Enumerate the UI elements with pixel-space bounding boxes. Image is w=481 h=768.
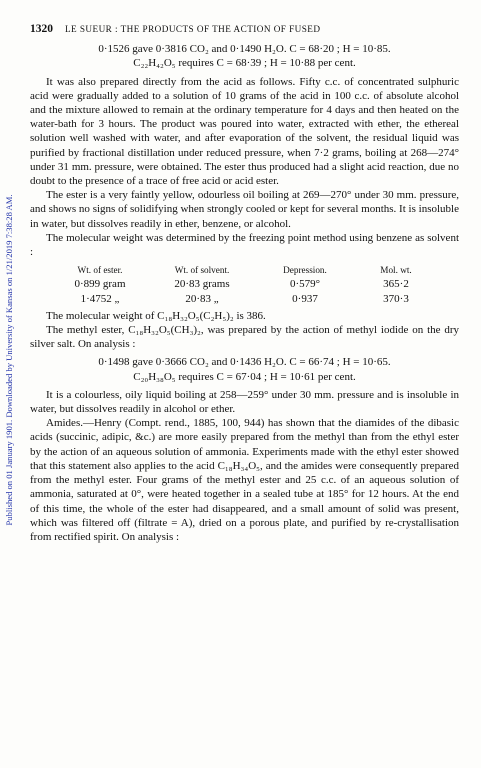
table-cell: 20·83 „ (185, 292, 219, 305)
table-row (50, 292, 459, 306)
paragraph: The methyl ester, C₁₈H₃₂O₅(CH₃)₂, was prepared by the action of methyl iodide on the dry silver salt. On analysis : (30, 324, 459, 351)
table-cell: 1·4752 „ (80, 292, 120, 305)
analysis-line: 0·1526 gave 0·3816 CO₂ and 0·1490 H₂O. C = 68·20 ; H = 10·85. (98, 43, 391, 56)
formula-requirement: C₂₂H₄₂O₅ requires C = 68·39 ; H = 10·88 per cent. (133, 57, 356, 70)
paragraph: The ester is a very faintly yellow, odourless oil boiling at 269—270° under 30 mm. pressure, and shows no signs of solidifying when strongly cooled or kept for several months. It is insoluble in water, but dissolves readily in ether, benzene, or alcohol. (30, 189, 459, 230)
table-cell: 0·899 gram (74, 278, 126, 291)
table-cell: 0·579° (289, 278, 321, 291)
table-header: Depression. (283, 265, 327, 276)
download-watermark (2, 80, 16, 640)
table-header-row (50, 263, 459, 277)
table-cell: 365·2 (383, 278, 409, 291)
table-row (50, 277, 459, 291)
page-body (30, 22, 459, 544)
table-header: Wt. of ester. (77, 265, 123, 276)
table-header: Wt. of solvent. (174, 265, 230, 276)
molecular-weight-table (50, 263, 459, 306)
table-header: Mol. wt. (380, 265, 412, 276)
paragraph: It is a colourless, oily liquid boiling at 258—259° under 30 mm. pressure and is insoluble in water, but dissolves readily in alcohol or ether. (30, 388, 459, 416)
table-cell: 20·83 grams (174, 278, 230, 291)
table-cell: 0·937 (292, 292, 318, 305)
table-cell: 370·3 (383, 292, 409, 305)
paragraph: The molecular weight of C₁₈H₃₂O₅(C₂H₅)₂ is 386. (46, 309, 266, 322)
paragraph: It was also prepared directly from the acid as follows. Fifty c.c. of concentrated sulphuric acid were gradually added to a solution of 10 grams of the acid in 100 c.c. of absolute alcohol and the mixture allowed to remain at the ordinary temperature for 4 days and then heated on the water-bath for 3 hours. The product was poured into water, extracted with ether, the ethereal solution well washed with water, and after evaporation of the solvent, the residual liquid was purified by fractional distillation under reduced pressure, when 7·2 grams, boiling at 268—274° under 31 mm. pressure, were obtained. The ester thus produced had a slight acid reaction, due no doubt to the presence of a trace of free acid or acid ester. (30, 75, 459, 188)
analysis-line: 0·1498 gave 0·3666 CO₂ and 0·1436 H₂O. C = 66·74 ; H = 10·65. (98, 356, 391, 369)
page-header (30, 22, 459, 36)
page-number: 1320 (30, 23, 53, 35)
running-title: LE SUEUR : THE PRODUCTS OF THE ACTION OF FUSED (65, 24, 321, 34)
paragraph: Amides.—Henry (Compt. rend., 1885, 100, 944) has shown that the diamides of the dibasic acids (succinic, adipic, &c.) are more easily prepared from the methyl than from the ethyl ester by the action of an aqueous solution of ammonia. Experiments made with the ethyl ester showed that this statement also applies to the acid C₁₈H₃₄O₅, and the amides were consequently prepared from the methyl ester. Four grams of the methyl ester and 25 c.c. of an aqueous solution of ammonia, saturated at 0°, were heated together in a sealed tube at 185° for 12 hours. At the end of this time, the whole of the ester had disappeared, and a small amount of solid was present, which was filtered off (filtrate = A), dried on a porous plate, and purified by re-crystallisation from rectified spirit. On analysis : (30, 417, 459, 543)
watermark-text: Published on 01 January 1901. Downloaded by University of Kansas on 1/21/2019 7:38:28 AM. (4, 194, 14, 526)
paragraph: The molecular weight was determined by the freezing point method using benzene as solvent : (30, 231, 459, 259)
formula-requirement: C₂₀H₃₈O₅ requires C = 67·04 ; H = 10·61 per cent. (133, 370, 356, 383)
